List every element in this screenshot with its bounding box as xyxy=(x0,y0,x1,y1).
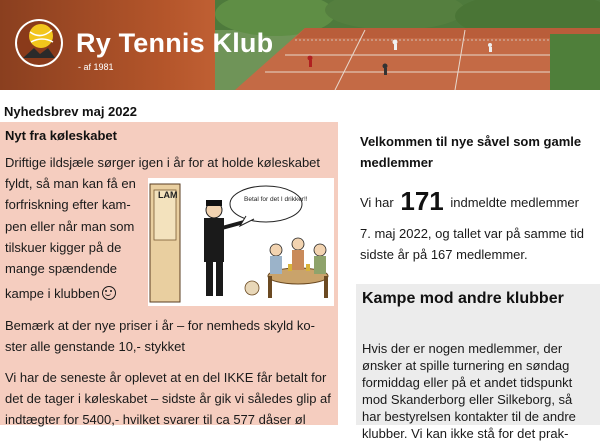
door-sign-text: LAM xyxy=(158,190,178,200)
fridge-line: indtægter for 5400,- hvilket svarer til ca 577 dåser øl xyxy=(5,412,306,427)
fridge-line: kampe i klubben xyxy=(5,286,100,301)
welcome-title-line: medlemmer xyxy=(360,155,433,170)
matches-line: klubber. Vi kan ikke stå for det prak- xyxy=(362,426,569,441)
club-name: Ry Tennis Klub xyxy=(76,28,274,58)
smiley-icon xyxy=(102,286,116,300)
fridge-line: det de tager i køleskabet – sidste år gik vi således glip af xyxy=(5,391,331,406)
fridge-line: forfriskning efter kam- xyxy=(5,197,131,212)
cartoon-caption: Betal for det I drikker!! xyxy=(244,196,308,203)
member-info-line: sidste år på 167 medlemmer. xyxy=(360,247,528,262)
club-founded: - af 1981 xyxy=(78,62,114,72)
fridge-cartoon xyxy=(148,178,334,306)
matches-line: har bestyrelsen kontakter til de andre xyxy=(362,409,576,424)
member-count-prefix: Vi har xyxy=(360,195,394,210)
fridge-line: Vi har de seneste år oplevet at en del IKKE får betalt for xyxy=(5,370,327,385)
matches-section xyxy=(356,284,600,441)
club-logo[interactable] xyxy=(14,18,64,68)
matches-line: mod Skanderborg eller Silkeborg, så xyxy=(362,392,573,407)
fridge-line-smiley xyxy=(5,285,116,303)
member-info-line: 7. maj 2022, og tallet var på samme tid xyxy=(360,226,585,241)
fridge-section xyxy=(0,122,338,425)
member-count-line xyxy=(360,186,579,217)
welcome-title-line: Velkommen til nye såvel som gamle xyxy=(360,134,582,149)
fridge-line: fyldt, så man kan få en xyxy=(5,176,136,191)
member-count: 171 xyxy=(400,186,444,216)
fridge-heading: Nyt fra køleskabet xyxy=(5,128,117,143)
matches-line: formiddag eller på et andet tidspunkt xyxy=(362,375,573,390)
fridge-line: Bemærk at der nye priser i år – for nemheds skyld ko- xyxy=(5,318,315,333)
matches-heading: Kampe mod andre klubber xyxy=(362,290,564,307)
matches-line: ønsker at spille turnering en søndag xyxy=(362,358,570,373)
fridge-line: Driftige ildsjæle sørger igen i år for at holde køleskabet xyxy=(5,155,321,170)
header-banner xyxy=(0,0,600,90)
member-count-suffix: indmeldte medlemmer xyxy=(450,195,579,210)
fridge-line: mange spændende xyxy=(5,261,118,276)
matches-line: Hvis der er nogen medlemmer, der xyxy=(362,341,563,356)
fridge-line: tilskuer kigger på de xyxy=(5,240,122,255)
fridge-line: pen eller når man som xyxy=(5,219,135,234)
fridge-line: ster alle genstande 10,- stykket xyxy=(5,339,185,354)
newsletter-title: Nyhedsbrev maj 2022 xyxy=(4,104,137,119)
